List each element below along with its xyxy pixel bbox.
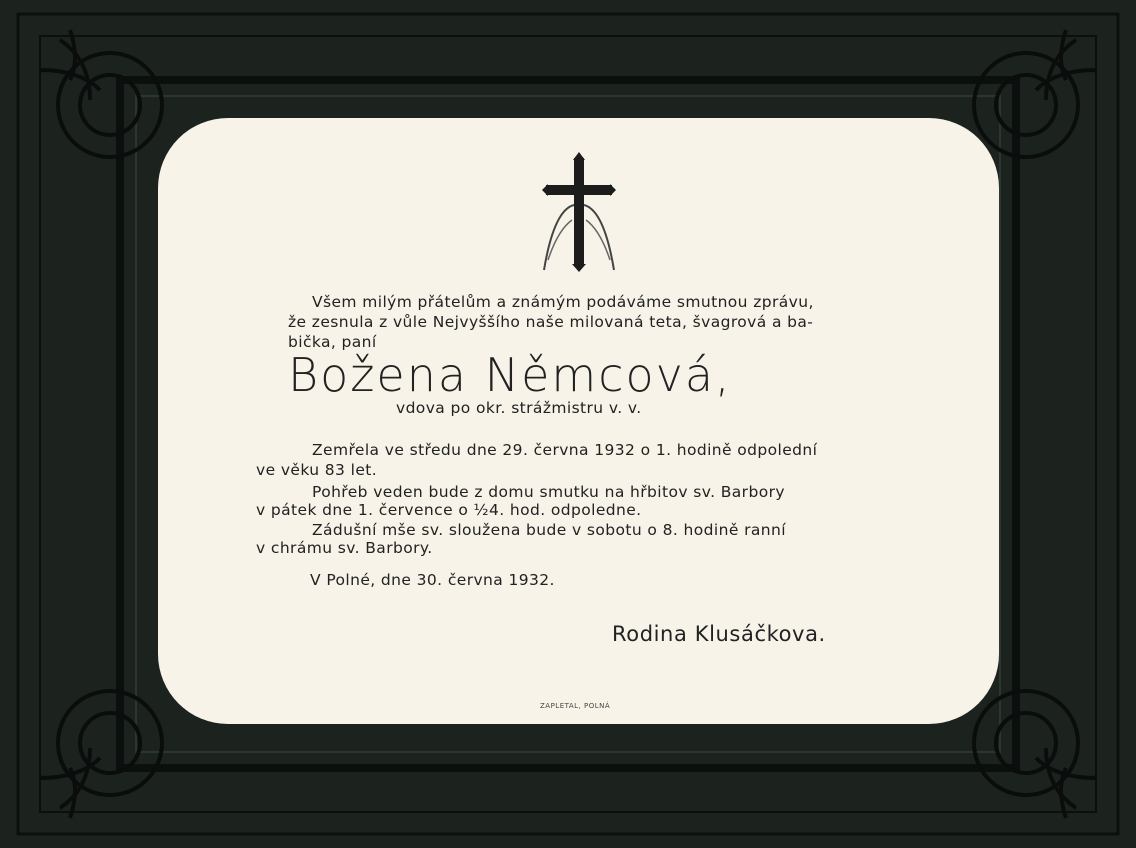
mass-line-2: v chrámu sv. Barbory. [256, 539, 433, 557]
deceased-name: Božena Němcová, [288, 348, 732, 402]
printer-mark: ZAPLETAL, POLNÁ [540, 702, 611, 710]
cross-icon [534, 150, 624, 275]
corner-ornament-bottom-left [40, 691, 162, 818]
place-date: V Polné, dne 30. června 1932. [310, 571, 555, 589]
funeral-line-1: Pohřeb veden bude z domu smutku na hřbitov sv. Barbory [312, 483, 785, 501]
corner-ornament-top-right [974, 30, 1096, 157]
intro-line-3: bička, paní [288, 333, 377, 351]
intro-line-2: že zesnula z vůle Nejvyššího naše milovaná teta, švagrová a ba- [288, 313, 814, 331]
signature: Rodina Klusáčkova. [612, 622, 826, 646]
mass-line-1: Zádušní mše sv. sloužena bude v sobotu o 8. hodině ranní [312, 521, 786, 539]
corner-ornament-top-left [40, 30, 162, 157]
intro-line-1: Všem milým přátelům a známým podáváme smutnou zprávu, [312, 293, 814, 311]
death-line-2: ve věku 83 let. [256, 461, 378, 479]
death-line-1: Zemřela ve středu dne 29. června 1932 o 1. hodině odpolední [312, 441, 818, 459]
funeral-line-2: v pátek dne 1. července o ½4. hod. odpoledne. [256, 501, 642, 519]
corner-ornament-bottom-right [974, 691, 1096, 818]
title-line: vdova po okr. strážmistru v. v. [396, 399, 642, 417]
